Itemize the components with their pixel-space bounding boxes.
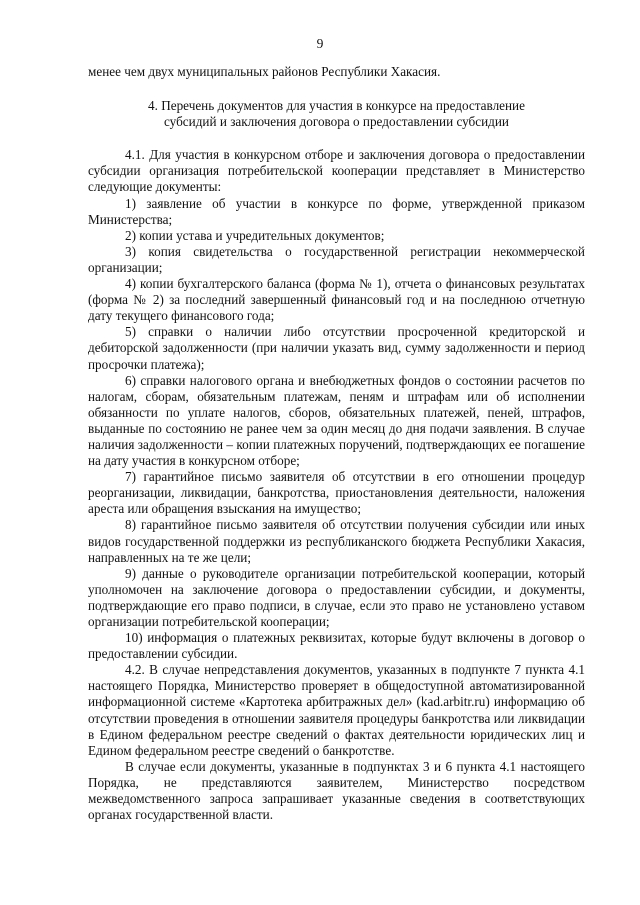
list-item-1: 1) заявление об участии в конкурсе по форме, утвержденной приказом Министерства; [88, 195, 585, 227]
paragraph-4-2: 4.2. В случае непредставления документов, указанных в подпункте 7 пункта 4.1 настоящего Порядка, Министерство проверяет в общедоступной автоматизированной информационной системе «Картотека арбитражных дел» (kad.arbitr.ru) информацию об отсутствии проведения в отношении заявителя процедуры банкротства или ликвидации в Едином федеральном реестре сведений о фактах деятельности юридических лиц и Едином федеральном реестре сведений о банкротстве. [88, 662, 585, 758]
page-number: 9 [316, 36, 324, 51]
list-item-6: 6) справки налогового органа и внебюджетных фондов о состоянии расчетов по налогам, сборам, обязательным платежам, пеням и штрафам или об исполнении обязанности по уплате налогов, сборов, обязательных платежей, пеней, штрафов, выданные по состоянию не ранее чем за один месяц до дня подачи заявления. В случае наличия задолженности – копии платежных поручений, подтверждающих ее погашение на дату участия в конкурсном отборе; [88, 372, 585, 469]
document-body [88, 64, 585, 823]
list-item-2: 2) копии устава и учредительных документов; [125, 227, 385, 243]
list-item-10: 10) информация о платежных реквизитах, которые будут включены в договор о предоставлении субсидии. [88, 630, 585, 662]
paragraph-final: В случае если документы, указанные в подпунктах 3 и 6 пункта 4.1 настоящего Порядка, не представляются заявителем, Министерство посредством межведомственного запроса запрашивает указанные сведения в соответствующих органах государственной власти. [88, 758, 585, 823]
list-item-4: 4) копии бухгалтерского баланса (форма № 1), отчета о финансовых результатах (форма № 2) за последний завершенный финансовый год и на последнюю отчетную дату текущего финансового года; [88, 276, 585, 324]
paragraph-4-1: 4.1. Для участия в конкурсном отборе и заключения договора о предоставлении субсидии организация потребительской кооперации представляет в Министерство следующие документы: [88, 147, 585, 195]
heading-line-2: субсидий и заключения договора о предоставлении субсидии [164, 114, 509, 130]
list-item-3: 3) копия свидетельства о государственной регистрации некоммерческой организации; [88, 243, 585, 275]
section-heading [88, 98, 585, 130]
list-item-8: 8) гарантийное письмо заявителя об отсутствии получения субсидии или иных видов государственной поддержки из республиканского бюджета Республики Хакасия, направленных на те же цели; [88, 517, 585, 565]
intro-line: менее чем двух муниципальных районов Республики Хакасия. [88, 64, 441, 79]
list-item-7: 7) гарантийное письмо заявителя об отсутствии в его отношении процедур реорганизации, ликвидации, банкротства, приостановления деятельности, наложения ареста или обращения взыскания на имущество; [88, 469, 585, 517]
list-item-5: 5) справки о наличии либо отсутствии просроченной кредиторской и дебиторской задолженности (при наличии указать вид, сумму задолженности и период просрочки платежа); [88, 324, 585, 372]
list-item-9: 9) данные о руководителе организации потребительской кооперации, который уполномочен на заключение договора о предоставлении субсидии, и документы, подтверждающие его право подписи, в случае, если это право не установлено уставом организации потребительской кооперации; [88, 565, 585, 629]
heading-line-1: 4. Перечень документов для участия в конкурсе на предоставление [148, 98, 525, 114]
